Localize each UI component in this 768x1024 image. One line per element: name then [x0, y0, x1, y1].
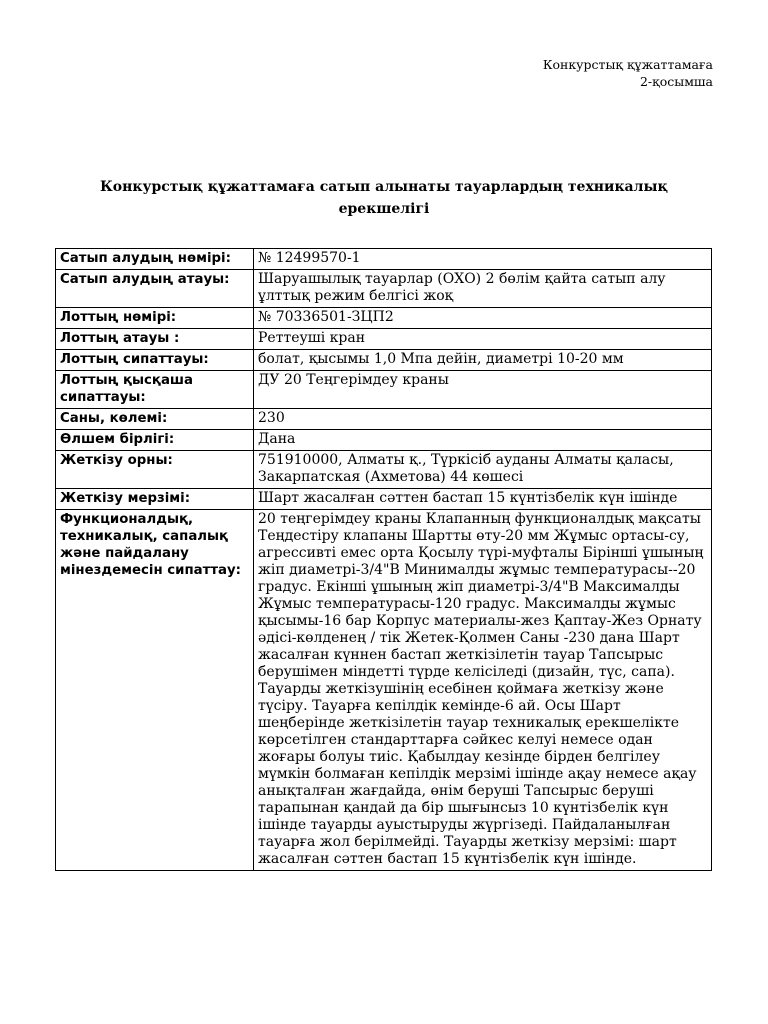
row-value: 751910000, Алматы қ., Түркісіб ауданы Алматы қаласы, Закарпатская (Ахметова) 44 көшесі	[254, 451, 712, 489]
row-value: Реттеуші кран	[254, 329, 712, 350]
table-row	[56, 270, 712, 308]
document-title: Конкурстық құжаттамаға сатып алынаты тауарлардың техникалық ерекшелігі	[100, 179, 668, 217]
table-row	[56, 308, 712, 329]
specification-table	[55, 248, 712, 871]
table-row	[56, 409, 712, 430]
row-value: № 12499570-1	[254, 249, 712, 270]
row-value: ДУ 20 Теңгерімдеу краны	[254, 371, 712, 409]
row-label: Саны, көлемі:	[56, 409, 254, 430]
row-value: Дана	[254, 430, 712, 451]
row-value: Шаруашылық тауарлар (ОХО) 2 бөлім қайта сатып алу ұлттық режим белгісі жоқ	[254, 270, 712, 308]
table-row	[56, 249, 712, 270]
table-row	[56, 451, 712, 489]
row-value: болат, қысымы 1,0 Мпа дейін, диаметрі 10-20 мм	[254, 350, 712, 371]
row-label: Сатып алудың атауы:	[56, 270, 254, 308]
row-label: Лоттың атауы :	[56, 329, 254, 350]
annex-note	[543, 56, 713, 90]
table-row	[56, 430, 712, 451]
table-row	[56, 510, 712, 871]
row-label: Функционалдық, техникалық, сапалық және пайдалану мінездемесін сипаттау:	[56, 510, 254, 871]
table-row	[56, 350, 712, 371]
table-row	[56, 329, 712, 350]
annex-line-1: Конкурстық құжаттамаға	[542, 57, 713, 72]
row-value: № 70336501-ЗЦП2	[254, 308, 712, 329]
table-row	[56, 489, 712, 510]
row-label: Жеткізу орны:	[56, 451, 254, 489]
row-label: Лоттың қысқаша сипаттауы:	[56, 371, 254, 409]
row-label: Сатып алудың нөмірі:	[56, 249, 254, 270]
table-row	[56, 371, 712, 409]
annex-line-2: 2-қосымша	[639, 74, 713, 89]
row-label: Лоттың сипаттауы:	[56, 350, 254, 371]
row-value: Шарт жасалған сәттен бастап 15 күнтізбелік күн ішінде	[254, 489, 712, 510]
row-label: Лоттың нөмірі:	[56, 308, 254, 329]
row-label: Өлшем бірлігі:	[56, 430, 254, 451]
row-value: 20 теңгерімдеу краны Клапанның функционалдық мақсаты Теңдестіру клапаны Шартты өту-20 мм Жұмыс ортасы-су, агрессивті емес орта Қосылу түрі-муфталы Бірінші ұшының жіп диаметрі-3/4"В Минималды жұмыс температурасы--20 градус. Екінші ұшының жіп диаметрі-3/4"В Максималды Жұмыс температурасы-120 градус. Максималды жұмыс қысымы-16 бар Корпус материалы-жез Қаптау-Жез Орнату әдісі-көлденең / тік Жетек-Қолмен Саны -230 дана Шарт жасалған күннен бастап жеткізілетін тауар Тапсырыс берушімен міндетті түрде келісіледі (дизайн, түс, сапа). Тауарды жеткізушінің есебінен қоймаға жеткізу және түсіру. Тауарға кепілдік кемінде-6 ай. Осы Шарт шеңберінде жеткізілетін тауар техникалық ерекшелікте көрсетілген стандарттарға сәйкес келуі немесе одан жоғары болуы тиіс. Қабылдау кезінде бірден белгілеу мүмкін болмаған кепілдік мерзімі ішінде ақау немесе ақау анықталған жағдайда, өнім беруші Тапсырыс беруші тарапынан қандай да бір шығынсыз 10 күнтізбелік күн ішінде тауарды ауыстыруды жүргізеді. Пайдаланылған тауарға жол берілмейді. Тауарды жеткізу мерзімі: шарт жасалған сәттен бастап 15 күнтізбелік күн ішінде.	[254, 510, 712, 871]
row-label: Жеткізу мерзімі:	[56, 489, 254, 510]
row-value: 230	[254, 409, 712, 430]
